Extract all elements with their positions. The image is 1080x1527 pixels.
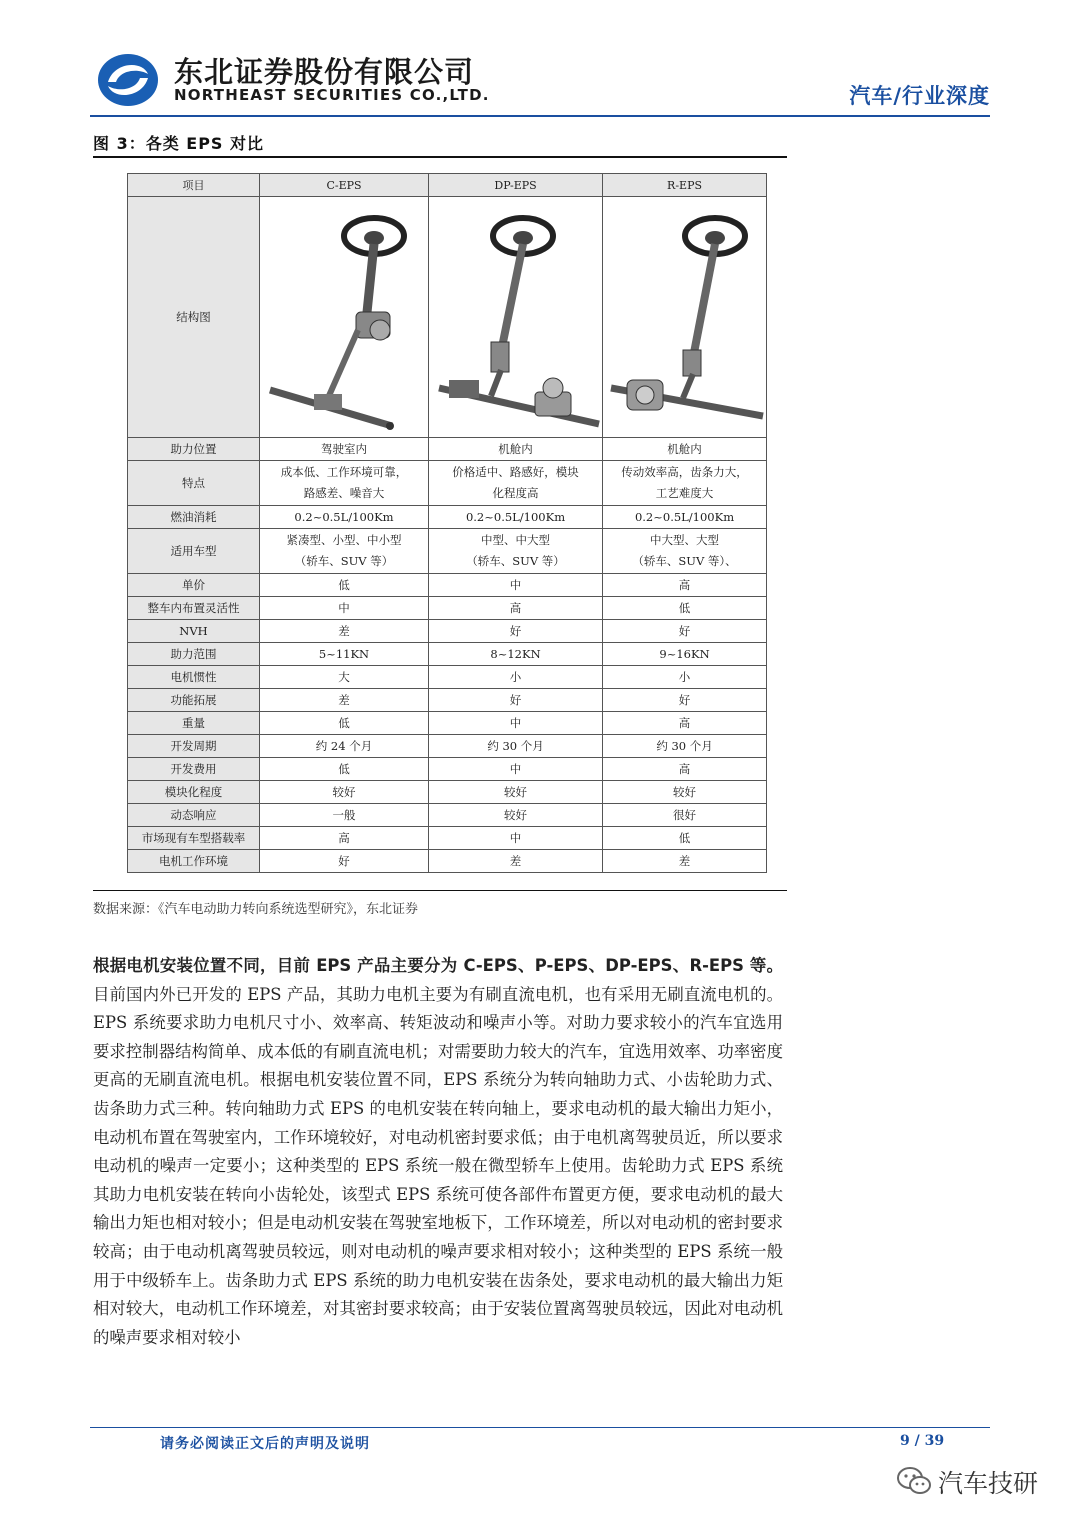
row-label: 动态响应 bbox=[128, 804, 260, 827]
column-header: C-EPS bbox=[260, 174, 429, 197]
cell-line: 传动效率高，齿条力大， bbox=[621, 465, 748, 479]
row-label: 模块化程度 bbox=[128, 781, 260, 804]
r-eps-cell: 差 bbox=[603, 850, 767, 873]
row-label: 助力位置 bbox=[128, 438, 260, 461]
cell-line: （轿车、SUV 等） bbox=[294, 554, 394, 568]
dp-eps-cell bbox=[429, 529, 603, 574]
row-label: 燃油消耗 bbox=[128, 506, 260, 529]
company-name-cn: 东北证券股份有限公司 bbox=[174, 55, 475, 89]
cell-line: 工艺难度大 bbox=[655, 486, 714, 500]
c-eps-cell: 5~11KN bbox=[260, 643, 429, 666]
cell-line: 化程度高 bbox=[492, 486, 539, 500]
r-eps-cell: 低 bbox=[603, 827, 767, 850]
table-row bbox=[128, 529, 767, 574]
cell-line: 价格适中、路感好，模块 bbox=[452, 465, 579, 479]
dp-eps-cell: 高 bbox=[429, 597, 603, 620]
dp-eps-cell: 0.2~0.5L/100Km bbox=[429, 506, 603, 529]
paragraph-lead: 根据电机安装位置不同，目前 EPS 产品主要分为 C-EPS、P-EPS、DP-EPS、R-EPS 等。 bbox=[93, 956, 783, 975]
table-row bbox=[128, 804, 767, 827]
row-label: 开发周期 bbox=[128, 735, 260, 758]
r-eps-cell: 好 bbox=[603, 689, 767, 712]
c-eps-cell: 高 bbox=[260, 827, 429, 850]
column-header: R-EPS bbox=[603, 174, 767, 197]
column-header: DP-EPS bbox=[429, 174, 603, 197]
row-label: 适用车型 bbox=[128, 529, 260, 574]
r-eps-cell: 0.2~0.5L/100Km bbox=[603, 506, 767, 529]
c-eps-cell: 中 bbox=[260, 597, 429, 620]
table-row bbox=[128, 574, 767, 597]
dp-eps-structure-cell bbox=[429, 197, 603, 438]
footer-disclaimer: 请务必阅读正文后的声明及说明 bbox=[160, 1436, 370, 1452]
dp-eps-cell: 约 30 个月 bbox=[429, 735, 603, 758]
structure-image-row bbox=[128, 197, 767, 438]
table-header-row bbox=[128, 174, 767, 197]
c-eps-cell: 好 bbox=[260, 850, 429, 873]
c-eps-cell bbox=[260, 529, 429, 574]
table-row bbox=[128, 620, 767, 643]
r-eps-structure-cell bbox=[603, 197, 767, 438]
row-label: 电机惯性 bbox=[128, 666, 260, 689]
row-label: 结构图 bbox=[128, 197, 260, 438]
cell-line: 中型、中大型 bbox=[481, 533, 551, 547]
cell-line: 路感差、噪音大 bbox=[303, 486, 385, 500]
row-label: 功能拓展 bbox=[128, 689, 260, 712]
row-label: 整车内布置灵活性 bbox=[128, 597, 260, 620]
c-eps-cell: 一般 bbox=[260, 804, 429, 827]
dp-eps-cell: 好 bbox=[429, 620, 603, 643]
r-eps-cell: 很好 bbox=[603, 804, 767, 827]
table-row bbox=[128, 438, 767, 461]
r-eps-cell: 高 bbox=[603, 758, 767, 781]
table-row bbox=[128, 735, 767, 758]
cell-line: 中大型、大型 bbox=[650, 533, 720, 547]
c-eps-cell: 低 bbox=[260, 712, 429, 735]
r-eps-cell bbox=[603, 529, 767, 574]
c-eps-cell: 0.2~0.5L/100Km bbox=[260, 506, 429, 529]
c-eps-cell: 低 bbox=[260, 758, 429, 781]
dp-eps-cell: 好 bbox=[429, 689, 603, 712]
row-label: 电机工作环境 bbox=[128, 850, 260, 873]
header-divider bbox=[90, 115, 990, 117]
company-name-en: NORTHEAST SECURITIES CO.,LTD. bbox=[174, 86, 490, 104]
table-row bbox=[128, 850, 767, 873]
row-label: NVH bbox=[128, 620, 260, 643]
cell-line: （轿车、SUV 等） bbox=[466, 554, 565, 568]
dp-eps-cell: 8~12KN bbox=[429, 643, 603, 666]
table-row bbox=[128, 461, 767, 506]
cell-line: 成本低、工作环境可靠， bbox=[280, 465, 408, 479]
table-row bbox=[128, 827, 767, 850]
c-eps-cell: 大 bbox=[260, 666, 429, 689]
r-eps-cell: 较好 bbox=[603, 781, 767, 804]
figure-top-rule bbox=[93, 156, 787, 158]
footer-divider bbox=[90, 1427, 990, 1428]
row-label: 重量 bbox=[128, 712, 260, 735]
r-eps-cell: 机舱内 bbox=[603, 438, 767, 461]
dp-eps-cell: 小 bbox=[429, 666, 603, 689]
row-label: 市场现有车型搭载率 bbox=[128, 827, 260, 850]
table-row bbox=[128, 506, 767, 529]
r-eps-cell: 高 bbox=[603, 712, 767, 735]
company-logo-icon bbox=[96, 52, 160, 108]
c-eps-structure-image bbox=[262, 202, 427, 432]
dp-eps-cell: 中 bbox=[429, 712, 603, 735]
table-row bbox=[128, 781, 767, 804]
table-row bbox=[128, 689, 767, 712]
column-header: 项目 bbox=[128, 174, 260, 197]
figure-bottom-rule bbox=[93, 890, 787, 891]
dp-eps-cell: 机舱内 bbox=[429, 438, 603, 461]
r-eps-cell: 小 bbox=[603, 666, 767, 689]
dp-eps-cell bbox=[429, 461, 603, 506]
body-paragraph bbox=[93, 952, 783, 1352]
c-eps-cell bbox=[260, 461, 429, 506]
c-eps-cell: 低 bbox=[260, 574, 429, 597]
r-eps-cell: 约 30 个月 bbox=[603, 735, 767, 758]
dp-eps-cell: 较好 bbox=[429, 804, 603, 827]
r-eps-cell: 9~16KN bbox=[603, 643, 767, 666]
watermark-text: 汽车技研 bbox=[938, 1469, 1039, 1498]
dp-eps-structure-image bbox=[431, 202, 601, 432]
table-row bbox=[128, 597, 767, 620]
r-eps-structure-image bbox=[605, 202, 765, 432]
dp-eps-cell: 较好 bbox=[429, 781, 603, 804]
figure-source: 数据来源：《汽车电动助力转向系统选型研究》，东北证券 bbox=[93, 902, 419, 917]
table-row bbox=[128, 643, 767, 666]
paragraph-text: 目前国内外已开发的 EPS 产品，其助力电机主要为有刷直流电机，也有采用无刷直流电机的。EPS 系统要求助力电机尺寸小、效率高、转矩波动和噪声小等。对助力要求较小的汽车宜选用要求控制器结构简单、成本低的有刷直流电机；对需要助力较大的汽车，宜选用效率、功率密度更高的无刷直流电机。根据电机安装位置不同，EPS 系统分为转向轴助力式、小齿轮助力式、齿条助力式三种。转向轴助力式 EPS 的电机安装在转向轴上，要求电动机的最大输出力矩小，电动机布置在驾驶室内，工作环境较好，对电动机密封要求低；由于电机离驾驶员近，所以要求电动机的噪声一定要小；这种类型的 EPS 系统一般在微型轿车上使用。齿轮助力式 EPS 系统其助力电机安装在转向小齿轮处，该型式 EPS 系统可使各部件布置更方便，要求电动机的最大输出力矩也相对较小；但是电动机安装在驾驶室地板下，工作环境差，所以对电动机的密封要求较高；由于电动机离驾驶员较远，则对电动机的噪声要求相对较小；这种类型的 EPS 系统一般用于中级轿车上。齿条助力式 EPS 系统的助力电机安装在齿条处，要求电动机的最大输出力矩相对较大，电动机工作环境差，对其密封要求较高；由于安装位置离驾驶员较远，因此对电动机的噪声要求相对较小 bbox=[93, 984, 783, 1347]
c-eps-cell: 较好 bbox=[260, 781, 429, 804]
dp-eps-cell: 差 bbox=[429, 850, 603, 873]
c-eps-cell: 差 bbox=[260, 620, 429, 643]
r-eps-cell: 高 bbox=[603, 574, 767, 597]
c-eps-structure-cell bbox=[260, 197, 429, 438]
eps-comparison-table bbox=[127, 173, 767, 873]
cell-line: （轿车、SUV 等）、 bbox=[632, 554, 737, 568]
r-eps-cell: 好 bbox=[603, 620, 767, 643]
table-body bbox=[128, 438, 767, 873]
figure-title: 图 3：各类 EPS 对比 bbox=[93, 134, 265, 153]
dp-eps-cell: 中 bbox=[429, 574, 603, 597]
page-header bbox=[90, 48, 990, 114]
dp-eps-cell: 中 bbox=[429, 827, 603, 850]
section-label: 汽车/行业深度 bbox=[849, 84, 990, 108]
table-row bbox=[128, 758, 767, 781]
table-row bbox=[128, 712, 767, 735]
c-eps-cell: 约 24 个月 bbox=[260, 735, 429, 758]
c-eps-cell: 驾驶室内 bbox=[260, 438, 429, 461]
r-eps-cell: 低 bbox=[603, 597, 767, 620]
wechat-icon bbox=[896, 1466, 932, 1496]
row-label: 助力范围 bbox=[128, 643, 260, 666]
dp-eps-cell: 中 bbox=[429, 758, 603, 781]
r-eps-cell bbox=[603, 461, 767, 506]
row-label: 开发费用 bbox=[128, 758, 260, 781]
row-label: 特点 bbox=[128, 461, 260, 506]
c-eps-cell: 差 bbox=[260, 689, 429, 712]
row-label: 单价 bbox=[128, 574, 260, 597]
cell-line: 紧凑型、小型、中小型 bbox=[286, 533, 402, 547]
page-number: 9 / 39 bbox=[900, 1433, 945, 1449]
table-row bbox=[128, 666, 767, 689]
